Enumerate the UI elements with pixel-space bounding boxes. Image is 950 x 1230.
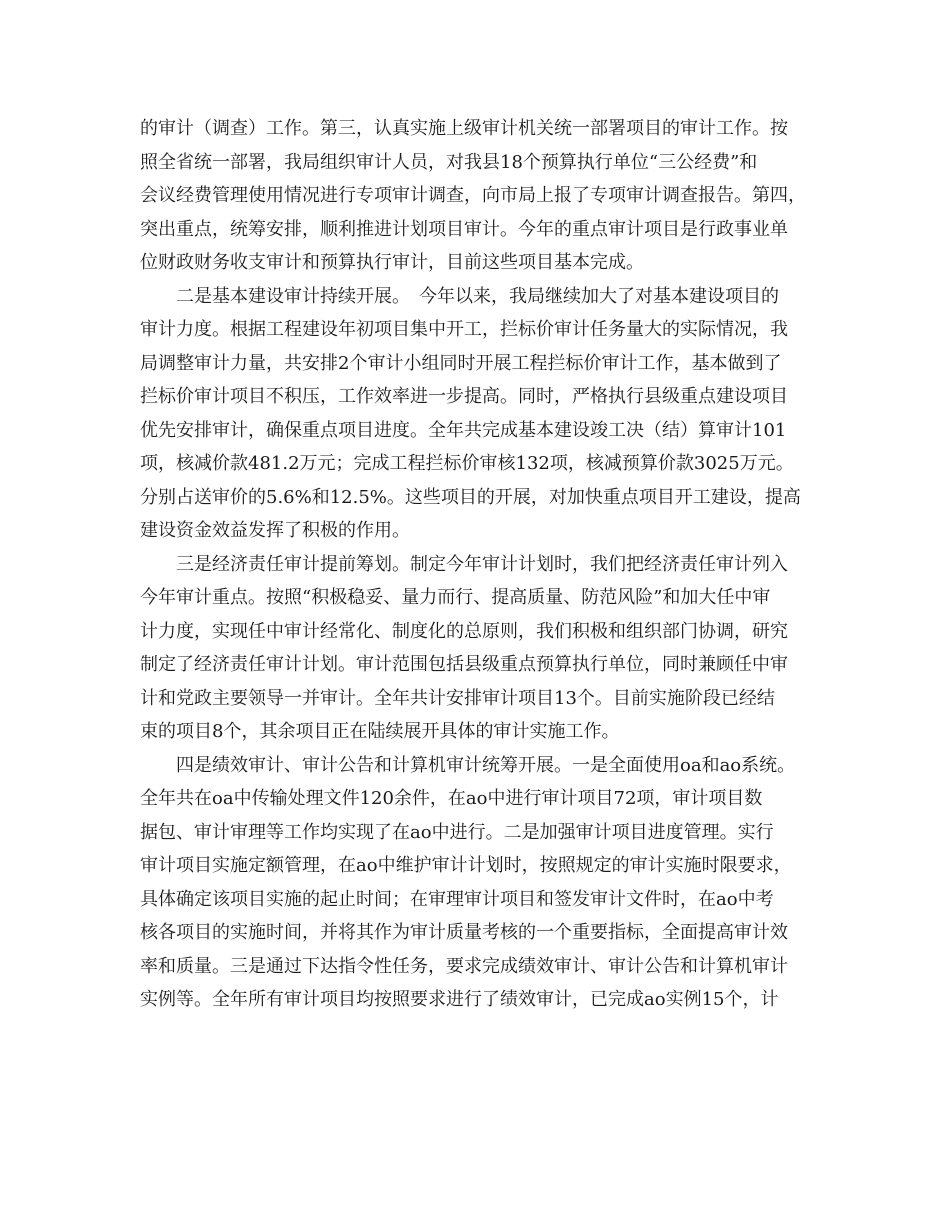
paragraph-start-line: 四是绩效审计、审计公告和计算机审计统筹开展。一是全面使用oa和ao系统。 <box>140 754 796 776</box>
text-line: 今年审计重点。按照“积极稳妥、量力而行、提高质量、防范风险”和加大任中审 <box>140 587 771 608</box>
text-line: 核各项目的实施时间，并将其作为审计质量考核的一个重要指标，全面提高审计效 <box>140 922 788 943</box>
text-line: 审计力度。根据工程建设年初项目集中开工，拦标价审计任务量大的实际情况，我 <box>140 319 788 340</box>
text-line: 的审计（调查）工作。第三，认真实施上级审计机关统一部署项目的审计工作。按 <box>140 118 788 139</box>
text-line: 局调整审计力量，共安排2个审计小组同时开展工程拦标价审计工作，基本做到了 <box>140 352 782 374</box>
text-line: 据包、审计审理等工作均实现了在ao中进行。二是加强审计项目进度管理。实行 <box>140 821 774 843</box>
paragraph-start-line: 三是经济责任审计提前筹划。制定今年审计计划时，我们把经济责任审计列入 <box>140 553 788 575</box>
text-line: 会议经费管理使用情况进行专项审计调查，向市局上报了专项审计调查报告。第四， <box>140 185 806 206</box>
text-line: 具体确定该项目实施的起止时间；在审理审计项目和签发审计文件时，在ao中考 <box>140 888 774 910</box>
text-line: 突出重点，统筹安排，顺利推进计划项目审计。今年的重点审计项目是行政事业单 <box>140 218 788 240</box>
document-body <box>140 112 820 1017</box>
text-line: 照全省统一部署，我局组织审计人员，对我县18个预算执行单位“三公经费”和 <box>140 151 758 173</box>
text-line: 计和党政主要领导一并审计。全年共计安排审计项目13个。目前实施阶段已经结 <box>140 687 775 709</box>
text-line: 建设资金效益发挥了积极的作用。 <box>140 520 410 541</box>
text-line: 计力度，实现任中审计经常化、制度化的总原则，我们积极和组织部门协调，研究 <box>140 620 788 642</box>
text-line: 实例等。全年所有审计项目均按照要求进行了绩效审计，已完成ao实例15个，计 <box>140 989 779 1010</box>
text-line: 率和质量。三是通过下达指令性任务，要求完成绩效审计、审计公告和计算机审计 <box>140 955 788 977</box>
text-line: 拦标价审计项目不积压，工作效率进一步提高。同时，严格执行县级重点建设项目 <box>140 386 788 407</box>
text-line: 审计项目实施定额管理，在ao中维护审计计划时，按照规定的审计实施时限要求， <box>140 855 792 876</box>
text-line: 制定了经济责任审计计划。审计范围包括县级重点预算执行单位，同时兼顾任中审 <box>140 654 788 675</box>
text-line: 位财政财务收支审计和预算执行审计，目前这些项目基本完成。 <box>140 252 644 273</box>
text-line: 优先安排审计，确保重点项目进度。全年共完成基本建设竣工决（结）算审计101 <box>140 419 787 441</box>
paragraph-start-line: 二是基本建设审计持续开展。 今年以来，我局继续加大了对基本建设项目的 <box>140 285 779 307</box>
text-line: 分别占送审价的5.6%和12.5%。这些项目的开展，对加快重点项目开工建设，提高 <box>140 486 801 508</box>
text-line: 全年共在oa中传输处理文件120余件，在ao中进行审计项目72项，审计项目数 <box>140 788 763 809</box>
text-line: 束的项目8个，其余项目正在陆续展开具体的审计实施工作。 <box>140 721 620 742</box>
text-line: 项，核减价款481.2万元；完成工程拦标价审核132项，核减预算价款3025万元。 <box>140 453 794 474</box>
